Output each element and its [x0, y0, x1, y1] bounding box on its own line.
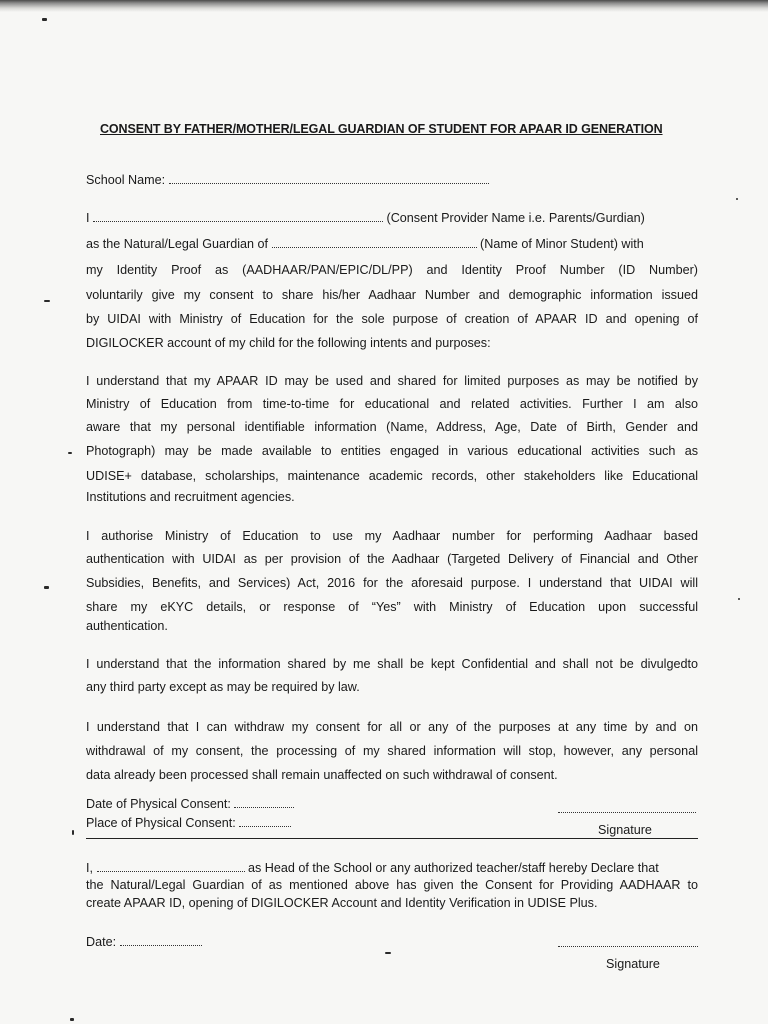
- para2-line5: UDISE+ database, scholarships, maintenance academic records, other stakeholders like Educational: [86, 469, 698, 483]
- declaration-date-label: Date:: [86, 935, 117, 949]
- minor-student-prefix: as the Natural/Legal Guardian of: [86, 237, 269, 251]
- declarant-name-field[interactable]: [97, 860, 245, 872]
- scan-top-edge: [0, 0, 768, 12]
- scan-speck: [736, 198, 738, 200]
- school-name-label: School Name:: [86, 173, 166, 187]
- scan-speck: [385, 952, 391, 954]
- para5-line1: I understand that I can withdraw my consent for all or any of the purposes at any time by and on: [86, 720, 698, 734]
- minor-student-suffix: (Name of Minor Student) with: [480, 237, 644, 251]
- scan-speck: [42, 18, 47, 21]
- guardian-signature-label: Signature: [598, 823, 652, 837]
- para4-line2: any third party except as may be required by law.: [86, 680, 360, 694]
- para1-line3: my Identity Proof as (AADHAAR/PAN/EPIC/DL/PP) and Identity Proof Number (ID Number): [86, 263, 698, 277]
- consent-provider-name-field[interactable]: [93, 210, 383, 222]
- head-signature-label: Signature: [606, 957, 660, 971]
- declaration-prefix: I,: [86, 861, 93, 875]
- para1-line4: voluntarily give my consent to share his/her Aadhaar Number and demographic information issued: [86, 288, 698, 302]
- scan-speck: [72, 830, 74, 835]
- consent-provider-suffix: (Consent Provider Name i.e. Parents/Gurdian): [386, 211, 645, 225]
- consent-provider-row: [86, 210, 645, 226]
- para2-line2: Ministry of Education from time-to-time for educational and related activities. Further I am also: [86, 397, 698, 411]
- para3-line5: authentication.: [86, 619, 168, 633]
- declaration-line2: the Natural/Legal Guardian of as mentioned above has given the Consent for Providing AADHAAR to: [86, 878, 698, 892]
- scan-speck: [44, 586, 49, 589]
- declaration-line1: [86, 860, 659, 876]
- para4-line1: I understand that the information shared by me shall be kept Confidential and shall not be divulgedto: [86, 657, 698, 671]
- para3-line4: share my eKYC details, or response of “Yes” with Ministry of Education upon successful: [86, 600, 698, 614]
- para3-line2: authentication with UIDAI as per provision of the Aadhaar (Targeted Delivery of Financial and Other: [86, 552, 698, 566]
- para2-line4: Photograph) may be made available to entities engaged in various educational activities such as: [86, 444, 698, 458]
- scan-speck: [738, 598, 740, 600]
- para3-line1: I authorise Ministry of Education to use my Aadhaar number for performing Aadhaar based: [86, 529, 698, 543]
- para2-line6: Institutions and recruitment agencies.: [86, 490, 295, 504]
- consent-provider-prefix: I: [86, 211, 90, 225]
- declaration-date-row: [86, 934, 202, 950]
- para2-line1: I understand that my APAAR ID may be used and shared for limited purposes as may be notified by: [86, 374, 698, 388]
- guardian-signature-field[interactable]: [558, 810, 696, 813]
- school-name-row: [86, 172, 489, 188]
- para1-line6: DIGILOCKER account of my child for the following intents and purposes:: [86, 336, 491, 350]
- consent-place-field[interactable]: [239, 815, 291, 827]
- para1-line5: by UIDAI with Ministry of Education for the sole purpose of creation of APAAR ID and opening of: [86, 312, 698, 326]
- para5-line2: withdrawal of my consent, the processing of my shared information will stop, however, any personal: [86, 744, 698, 758]
- para2-line3: aware that my personal identifiable information (Name, Address, Age, Date of Birth, Gender and: [86, 420, 698, 434]
- para3-line3: Subsidies, Benefits, and Services) Act, 2016 for the aforesaid purpose. I understand that UIDAI will: [86, 576, 698, 590]
- scan-speck: [68, 452, 72, 454]
- minor-student-name-field[interactable]: [272, 236, 477, 248]
- minor-student-row: [86, 236, 644, 252]
- declaration-line3: create APAAR ID, opening of DIGILOCKER Account and Identity Verification in UDISE Plus.: [86, 896, 598, 910]
- school-name-field[interactable]: [169, 172, 489, 184]
- consent-place-label: Place of Physical Consent:: [86, 816, 236, 830]
- declaration-suffix: as Head of the School or any authorized teacher/staff hereby Declare that: [248, 861, 659, 875]
- scan-speck: [44, 300, 50, 302]
- consent-date-field[interactable]: [234, 796, 294, 808]
- scan-speck: [70, 1018, 74, 1021]
- para5-line3: data already been processed shall remain unaffected on such withdrawal of consent.: [86, 768, 558, 782]
- consent-place-row: [86, 815, 291, 831]
- consent-date-row: [86, 796, 294, 812]
- form-title: CONSENT BY FATHER/MOTHER/LEGAL GUARDIAN OF STUDENT FOR APAAR ID GENERATION: [100, 122, 663, 136]
- head-signature-field[interactable]: [558, 944, 698, 947]
- section-divider: [86, 838, 698, 839]
- declaration-date-field[interactable]: [120, 934, 202, 946]
- consent-date-label: Date of Physical Consent:: [86, 797, 231, 811]
